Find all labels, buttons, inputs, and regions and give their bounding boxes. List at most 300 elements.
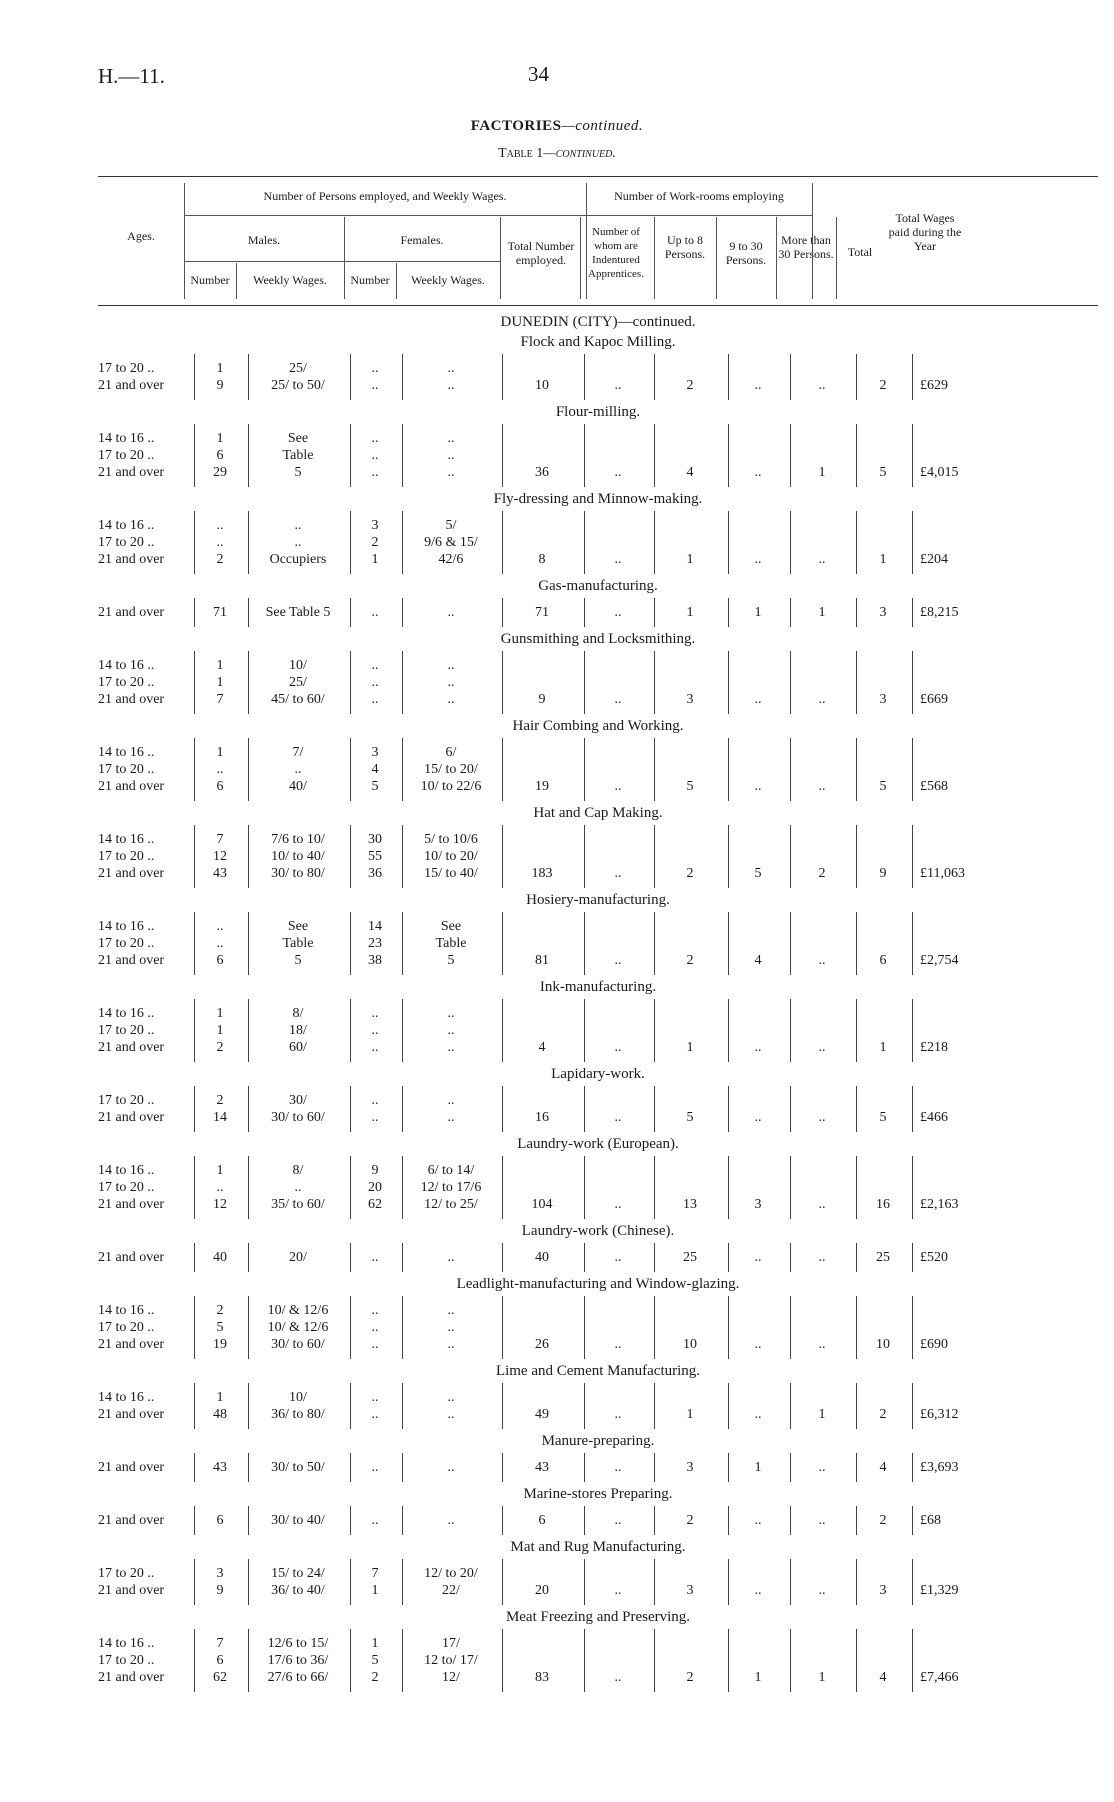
cell-total: 10: [535, 378, 549, 393]
cell-fw: 6/ to 14/: [427, 1163, 475, 1178]
cell-app: ..: [614, 1583, 622, 1598]
cell-age: 21 and over: [98, 378, 165, 393]
cell-mw: 36/ to 40/: [271, 1583, 325, 1598]
cell-fw: 12 to/ 17/: [424, 1653, 478, 1668]
cell-fn: ..: [371, 1407, 379, 1422]
cell-fn: ..: [371, 1110, 379, 1125]
cell-age: 21 and over: [98, 465, 165, 480]
cell-w8: 2: [686, 378, 694, 393]
cell-wm: ..: [818, 953, 826, 968]
cell-wage: £2,163: [920, 1197, 959, 1212]
col-females-number: Number: [350, 273, 390, 287]
cell-mn: ..: [216, 919, 224, 934]
cell-wm: ..: [818, 378, 826, 393]
cell-fw: 5/: [445, 518, 457, 533]
title-main: FACTORIES: [470, 118, 562, 134]
cell-mw: ..: [294, 1180, 302, 1195]
cell-age: 14 to 16 ..: [98, 1390, 155, 1405]
district-title: DUNEDIN (CITY)—continued.: [500, 314, 696, 330]
cell-wm: ..: [818, 1513, 826, 1528]
cell-wm: ..: [818, 1250, 826, 1265]
cell-age: 17 to 20 ..: [98, 1093, 155, 1108]
industry-title: Gas-manufacturing.: [538, 578, 658, 594]
cell-fn: ..: [371, 605, 379, 620]
cell-fn: 36: [368, 866, 382, 881]
cell-wt: 3: [879, 692, 887, 707]
cell-wage: £690: [920, 1337, 948, 1352]
cell-mn: 43: [213, 1460, 227, 1475]
cell-mn: 9: [216, 378, 224, 393]
col-upto8: Up to 8 Persons.: [664, 233, 706, 261]
cell-w8: 4: [686, 465, 694, 480]
cell-mw: 35/ to 60/: [271, 1197, 325, 1212]
col-ages: Ages.: [127, 229, 155, 243]
cell-mn: 40: [213, 1250, 227, 1265]
cell-wm: ..: [818, 552, 826, 567]
cell-fw: Table: [435, 936, 467, 951]
cell-w30: ..: [754, 1337, 762, 1352]
cell-fw: ..: [447, 361, 455, 376]
cell-mw: 7/6 to 10/: [271, 832, 325, 847]
cell-fw: ..: [447, 675, 455, 690]
cell-mn: 1: [216, 1163, 224, 1178]
cell-wt: 10: [876, 1337, 890, 1352]
industry-title: Gunsmithing and Locksmithing.: [500, 631, 696, 647]
cell-mn: 62: [213, 1670, 227, 1685]
cell-wage: £7,466: [920, 1670, 959, 1685]
cell-fn: ..: [371, 1303, 379, 1318]
cell-wm: ..: [818, 1460, 826, 1475]
cell-total: 43: [535, 1460, 549, 1475]
cell-wm: 1: [818, 605, 826, 620]
cell-wt: 5: [879, 779, 887, 794]
cell-age: 21 and over: [98, 1337, 165, 1352]
cell-age: 14 to 16 ..: [98, 518, 155, 533]
cell-mn: ..: [216, 936, 224, 951]
cell-age: 21 and over: [98, 866, 165, 881]
cell-mw: 12/6 to 15/: [267, 1636, 329, 1651]
cell-app: ..: [614, 953, 622, 968]
cell-mn: 29: [213, 465, 227, 480]
cell-fw: ..: [447, 1390, 455, 1405]
industry-rows: [98, 997, 1098, 1064]
cell-fn: 20: [368, 1180, 382, 1195]
cell-age: 14 to 16 ..: [98, 658, 155, 673]
cell-w30: 1: [754, 1670, 762, 1685]
cell-mw: 60/: [289, 1040, 307, 1055]
cell-fw: 5/ to 10/6: [424, 832, 478, 847]
cell-mn: 3: [216, 1566, 224, 1581]
cell-age: 17 to 20 ..: [98, 1566, 155, 1581]
cell-mn: ..: [216, 762, 224, 777]
cell-mn: 14: [213, 1110, 227, 1125]
industry-section: [98, 332, 1098, 402]
cell-w30: ..: [754, 1250, 762, 1265]
cell-age: 21 and over: [98, 779, 165, 794]
cell-wt: 3: [879, 1583, 887, 1598]
cell-total: 8: [538, 552, 546, 567]
cell-mn: 6: [216, 779, 224, 794]
cell-fw: 10/ to 20/: [424, 849, 478, 864]
cell-wage: £629: [920, 378, 948, 393]
cell-total: 9: [538, 692, 546, 707]
cell-app: ..: [614, 1110, 622, 1125]
cell-mw: 30/: [289, 1093, 307, 1108]
cell-mw: 5: [294, 465, 302, 480]
cell-wage: £466: [920, 1110, 948, 1125]
cell-wm: ..: [818, 1337, 826, 1352]
cell-mw: See Table 5: [265, 605, 331, 620]
industry-section: [98, 1221, 1098, 1274]
cell-fn: 62: [368, 1197, 382, 1212]
cell-total: 26: [535, 1337, 549, 1352]
cell-mn: 7: [216, 832, 224, 847]
cell-mw: 10/: [289, 658, 307, 673]
cell-age: 14 to 16 ..: [98, 1636, 155, 1651]
cell-mw: ..: [294, 518, 302, 533]
cell-w30: ..: [754, 692, 762, 707]
cell-age: 17 to 20 ..: [98, 1023, 155, 1038]
cell-mw: 30/ to 40/: [271, 1513, 325, 1528]
cell-fw: ..: [447, 1320, 455, 1335]
cell-fn: ..: [371, 1023, 379, 1038]
industry-section: [98, 716, 1098, 803]
industry-rows: [98, 422, 1098, 489]
industry-rows: [98, 1084, 1098, 1134]
cell-app: ..: [614, 465, 622, 480]
cell-fn: 9: [371, 1163, 379, 1178]
industry-section: [98, 1484, 1098, 1537]
cell-mw: Table: [282, 448, 314, 463]
cell-w8: 13: [683, 1197, 697, 1212]
cell-fw: 5: [447, 953, 455, 968]
cell-wm: ..: [818, 1040, 826, 1055]
cell-fn: 30: [368, 832, 382, 847]
cell-fw: ..: [447, 1303, 455, 1318]
cell-w8: 25: [683, 1250, 697, 1265]
cell-mw: 8/: [292, 1006, 304, 1021]
cell-wm: ..: [818, 1197, 826, 1212]
cell-wage: £1,329: [920, 1583, 959, 1598]
cell-wm: ..: [818, 1110, 826, 1125]
cell-mw: Occupiers: [269, 552, 327, 567]
cell-app: ..: [614, 1337, 622, 1352]
cell-w8: 1: [686, 605, 694, 620]
table-body: [98, 312, 1098, 1694]
industry-title: Hair Combing and Working.: [512, 718, 684, 734]
cell-fn: ..: [371, 675, 379, 690]
cell-mw: ..: [294, 535, 302, 550]
cell-fn: 5: [371, 1653, 379, 1668]
cell-fw: ..: [447, 1250, 455, 1265]
industry-rows: [98, 596, 1098, 629]
cell-w8: 1: [686, 1407, 694, 1422]
cell-wage: £520: [920, 1250, 948, 1265]
cell-fw: 12/: [442, 1670, 460, 1685]
cell-mn: 2: [216, 1303, 224, 1318]
cell-fn: 14: [368, 919, 382, 934]
cell-wt: 2: [879, 378, 887, 393]
cell-w8: 2: [686, 1513, 694, 1528]
cell-total: 4: [538, 1040, 546, 1055]
cell-age: 21 and over: [98, 605, 165, 620]
cell-mw: 7/: [292, 745, 304, 760]
cell-age: 17 to 20 ..: [98, 675, 155, 690]
cell-w30: 5: [754, 866, 762, 881]
cell-wt: 3: [879, 605, 887, 620]
cell-fn: 7: [371, 1566, 379, 1581]
cell-mn: 1: [216, 745, 224, 760]
cell-w8: 5: [686, 1110, 694, 1125]
cell-app: ..: [614, 1040, 622, 1055]
cell-mw: 10/: [289, 1390, 307, 1405]
industry-title: Marine-stores Preparing.: [523, 1486, 673, 1502]
cell-age: 14 to 16 ..: [98, 919, 155, 934]
cell-wt: 4: [879, 1670, 887, 1685]
cell-fn: 1: [371, 1583, 379, 1598]
cell-mn: 48: [213, 1407, 227, 1422]
industry-title: Hosiery-manufacturing.: [526, 892, 670, 908]
cell-wm: 2: [818, 866, 826, 881]
cell-fn: ..: [371, 1040, 379, 1055]
table-title: [0, 146, 1114, 162]
cell-age: 21 and over: [98, 1250, 165, 1265]
cell-fn: 3: [371, 518, 379, 533]
col-persons-group: Number of Persons employed, and Weekly Wages.: [263, 189, 507, 203]
industry-section: [98, 1361, 1098, 1431]
industry-title: Ink-manufacturing.: [539, 979, 657, 995]
industry-rows: [98, 1504, 1098, 1537]
cell-age: 14 to 16 ..: [98, 745, 155, 760]
cell-w8: 3: [686, 1583, 694, 1598]
cell-wage: £568: [920, 779, 948, 794]
cell-w30: ..: [754, 378, 762, 393]
cell-total: 20: [535, 1583, 549, 1598]
cell-age: 17 to 20 ..: [98, 1653, 155, 1668]
industry-rows: [98, 1154, 1098, 1221]
industry-title: Mat and Rug Manufacturing.: [510, 1539, 686, 1555]
cell-fw: 15/ to 40/: [424, 866, 478, 881]
cell-fn: 5: [371, 779, 379, 794]
cell-w30: ..: [754, 552, 762, 567]
cell-w30: 4: [754, 953, 762, 968]
cell-wage: £2,754: [920, 953, 959, 968]
cell-total: 36: [535, 465, 549, 480]
cell-fw: ..: [447, 692, 455, 707]
cell-wt: 2: [879, 1407, 887, 1422]
cell-mw: 25/ to 50/: [271, 378, 325, 393]
cell-w8: 5: [686, 779, 694, 794]
cell-fw: ..: [447, 1110, 455, 1125]
cell-app: ..: [614, 866, 622, 881]
cell-mn: 1: [216, 675, 224, 690]
cell-mn: 7: [216, 1636, 224, 1651]
cell-fn: 2: [371, 535, 379, 550]
cell-mw: 10/ & 12/6: [267, 1303, 329, 1318]
cell-mn: 9: [216, 1583, 224, 1598]
cell-wt: 25: [876, 1250, 890, 1265]
cell-wt: 6: [879, 953, 887, 968]
industry-title: Laundry-work (European).: [517, 1136, 679, 1152]
cell-mn: 6: [216, 953, 224, 968]
cell-wage: £11,063: [920, 866, 965, 881]
industry-section: [98, 1607, 1098, 1694]
cell-mn: 2: [216, 1093, 224, 1108]
cell-age: 17 to 20 ..: [98, 448, 155, 463]
cell-mn: 2: [216, 552, 224, 567]
cell-age: 17 to 20 ..: [98, 1180, 155, 1195]
industry-section: [98, 1537, 1098, 1607]
industry-rows: [98, 736, 1098, 803]
industry-section: [98, 977, 1098, 1064]
cell-w30: 3: [754, 1197, 762, 1212]
industry-section: [98, 1134, 1098, 1221]
industry-rows: [98, 1627, 1098, 1694]
cell-mn: 1: [216, 1023, 224, 1038]
cell-age: 21 and over: [98, 1110, 165, 1125]
cell-mn: 5: [216, 1320, 224, 1335]
col-females: Females.: [400, 233, 444, 247]
cell-age: 17 to 20 ..: [98, 849, 155, 864]
industry-rows: [98, 509, 1098, 576]
cell-age: 14 to 16 ..: [98, 1163, 155, 1178]
cell-age: 21 and over: [98, 1197, 165, 1212]
col-more30: More than 30 Persons.: [778, 233, 834, 261]
cell-app: ..: [614, 1670, 622, 1685]
industry-section: [98, 1431, 1098, 1484]
cell-w8: 1: [686, 1040, 694, 1055]
cell-mn: ..: [216, 518, 224, 533]
cell-wage: £6,312: [920, 1407, 959, 1422]
cell-mn: 6: [216, 1653, 224, 1668]
cell-mw: 20/: [289, 1250, 307, 1265]
cell-fw: 12/ to 25/: [424, 1197, 478, 1212]
cell-mw: 30/ to 80/: [271, 866, 325, 881]
cell-w30: ..: [754, 1583, 762, 1598]
cell-mw: Table: [282, 936, 314, 951]
cell-w30: ..: [754, 1110, 762, 1125]
cell-mw: 36/ to 80/: [271, 1407, 325, 1422]
cell-mw: 30/ to 60/: [271, 1110, 325, 1125]
cell-fn: ..: [371, 1337, 379, 1352]
cell-fn: ..: [371, 448, 379, 463]
cell-fw: ..: [447, 605, 455, 620]
cell-mn: ..: [216, 1180, 224, 1195]
col-females-wages: Weekly Wages.: [411, 273, 485, 287]
cell-mw: 25/: [289, 675, 307, 690]
cell-fw: ..: [447, 1513, 455, 1528]
cell-w30: ..: [754, 465, 762, 480]
cell-mw: 15/ to 24/: [271, 1566, 325, 1581]
cell-age: 21 and over: [98, 1670, 165, 1685]
column-header: [98, 176, 1098, 306]
cell-app: ..: [614, 1250, 622, 1265]
industry-title: Fly-dressing and Minnow-making.: [493, 491, 703, 507]
cell-app: ..: [614, 779, 622, 794]
cell-fn: 1: [371, 1636, 379, 1651]
cell-fw: ..: [447, 465, 455, 480]
cell-wt: 1: [879, 1040, 887, 1055]
cell-wage: £68: [920, 1513, 941, 1528]
industry-section: [98, 576, 1098, 629]
cell-mw: 17/6 to 36/: [267, 1653, 329, 1668]
cell-mn: 6: [216, 448, 224, 463]
cell-mn: 12: [213, 1197, 227, 1212]
cell-fn: 1: [371, 552, 379, 567]
cell-app: ..: [614, 692, 622, 707]
cell-fw: ..: [447, 1460, 455, 1475]
col-workroom-total: Total: [847, 245, 873, 259]
cell-mw: ..: [294, 762, 302, 777]
cell-total: 71: [535, 605, 549, 620]
cell-mw: 45/ to 60/: [271, 692, 325, 707]
cell-mw: 10/ to 40/: [271, 849, 325, 864]
cell-mn: 2: [216, 1040, 224, 1055]
cell-fw: See: [440, 919, 462, 934]
cell-mn: ..: [216, 535, 224, 550]
cell-w8: 1: [686, 552, 694, 567]
industry-rows: [98, 1381, 1098, 1431]
cell-mn: 1: [216, 1006, 224, 1021]
industry-section: [98, 402, 1098, 489]
col-males-number: Number: [190, 273, 230, 287]
cell-fn: 2: [371, 1670, 379, 1685]
industry-title: Meat Freezing and Preserving.: [505, 1609, 691, 1625]
cell-wt: 5: [879, 465, 887, 480]
cell-fn: ..: [371, 1250, 379, 1265]
title-main-suffix: —continued.: [561, 118, 644, 134]
industry-section: [98, 629, 1098, 716]
cell-fw: ..: [447, 1093, 455, 1108]
cell-total: 104: [531, 1197, 553, 1212]
cell-wm: 1: [818, 1407, 826, 1422]
cell-app: ..: [614, 1407, 622, 1422]
industry-rows: [98, 1294, 1098, 1361]
cell-mn: 43: [213, 866, 227, 881]
cell-age: 14 to 16 ..: [98, 1006, 155, 1021]
industry-section: [98, 1064, 1098, 1134]
cell-mn: 19: [213, 1337, 227, 1352]
cell-total: 83: [535, 1670, 549, 1685]
industry-section: [98, 890, 1098, 977]
cell-wt: 16: [876, 1197, 890, 1212]
cell-w8: 10: [683, 1337, 697, 1352]
cell-fw: 42/6: [438, 552, 464, 567]
industry-title: Lapidary-work.: [551, 1066, 645, 1082]
cell-mn: 1: [216, 658, 224, 673]
cell-mn: 1: [216, 1390, 224, 1405]
cell-fn: ..: [371, 1093, 379, 1108]
cell-mn: 1: [216, 361, 224, 376]
cell-age: 21 and over: [98, 1460, 165, 1475]
cell-w30: ..: [754, 1040, 762, 1055]
cell-age: 17 to 20 ..: [98, 936, 155, 951]
industry-rows: [98, 910, 1098, 977]
cell-w8: 2: [686, 866, 694, 881]
industry-rows: [98, 649, 1098, 716]
cell-fw: 10/ to 22/6: [420, 779, 482, 794]
cell-fn: 38: [368, 953, 382, 968]
cell-age: 17 to 20 ..: [98, 762, 155, 777]
col-wages-year: Total Wages paid during the Year: [888, 211, 962, 253]
industry-title: Manure-preparing.: [541, 1433, 655, 1449]
cell-fw: ..: [447, 658, 455, 673]
col-workrooms-group: Number of Work-rooms employing: [614, 189, 784, 203]
industry-title: Hat and Cap Making.: [533, 805, 663, 821]
cell-mn: 7: [216, 692, 224, 707]
cell-app: ..: [614, 1513, 622, 1528]
cell-wt: 9: [879, 866, 887, 881]
